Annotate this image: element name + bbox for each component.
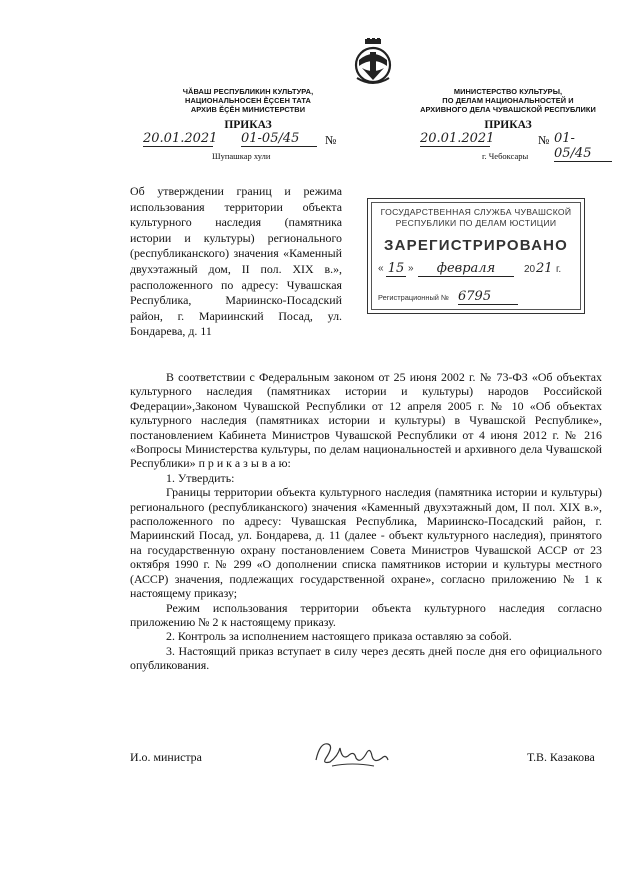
stamp-month: февраля <box>418 261 514 277</box>
right-header-line2: ПО ДЕЛАМ НАЦИОНАЛЬНОСТЕЙ И <box>442 96 574 105</box>
body-paragraph-item3: 3. Настоящий приказ вступает в силу через десять дней после дня его официального опубликования. <box>130 643 602 673</box>
body-paragraph-boundaries: Границы территории объекта культурного наследия (памятника истории и культуры) регионального (республиканского) значения «Каменный двухэтажный дом, II пол. XIX в.», расположенного по адресу: Чувашская Республика, Мариинско-Посадский район, г. Мариинский Посад, ул. Бондарева, д. 11 (далее - объект культурного наследия), принятого на государственную охрану постановлением Совета Министров Чувашской АССР от 23 октября 1990 г. № 299 «О дополнении списка памятников истории и культуры местного (АССР) значения, подлежащих государственной охране», согласно приложению № 1 к настоящему приказу; <box>130 485 602 601</box>
right-header <box>410 87 606 114</box>
left-prikaz-title: ПРИКАЗ <box>224 119 272 131</box>
body-paragraph-item1: 1. Утвердить: <box>166 470 235 485</box>
right-place: г. Чебоксары <box>482 151 529 161</box>
stamp-date-row: « 15 » февраля 20 21 г. <box>378 261 562 276</box>
left-number: 01-05/45 <box>241 131 317 147</box>
stamp-reg-label: Регистрационный № <box>378 293 449 302</box>
right-number: 01-05/45 <box>554 131 612 162</box>
stamp-org-line1: ГОСУДАРСТВЕННАЯ СЛУЖБА ЧУВАШСКОЙ <box>380 207 572 217</box>
stamp-year-unit: г. <box>556 264 562 275</box>
stamp-org-line2: РЕСПУБЛИКИ ПО ДЕЛАМ ЮСТИЦИИ <box>395 218 557 228</box>
stamp-org <box>374 207 578 229</box>
coat-of-arms-icon <box>351 38 395 86</box>
left-header <box>160 87 336 114</box>
stamp-year-suffix: 21 <box>536 261 553 276</box>
order-subject: Об утверждении границ и режима использования территории объекта культурного наследия (памятника истории и культуры) регионального (республиканского) значения «Каменный двухэтажный дом, II пол. XIX в.», расположенного по адресу: Чувашская Республика, Мариинско-Посадский район, г. Мариинский Посад, ул. Бондарева, д. 11 <box>130 184 342 339</box>
right-header-line3: АРХИВНОГО ДЕЛА ЧУВАШСКОЙ РЕСПУБЛИКИ <box>420 105 596 114</box>
stamp-reg-number: 6795 <box>458 289 518 305</box>
left-place: Шупашкар хули <box>212 151 271 161</box>
body-paragraph-item2: 2. Контроль за исполнением настоящего приказа оставляю за собой. <box>166 629 512 644</box>
registration-stamp <box>367 198 585 314</box>
stamp-day: 15 <box>387 261 405 276</box>
order-body <box>130 370 602 673</box>
left-date: 20.01.2021 <box>143 131 218 146</box>
left-number-sign: № <box>325 133 337 147</box>
left-header-line2: НАЦИОНАЛЬНОСЕН ĔÇСЕН ТАТА <box>185 96 311 105</box>
stamp-reg-row <box>378 289 578 305</box>
right-prikaz-title: ПРИКАЗ <box>484 119 532 131</box>
body-paragraph-regime: Режим использования территории объекта культурного наследия согласно приложению № 2 к настоящему приказу. <box>130 600 602 629</box>
body-paragraph-preamble: В соответствии с Федеральным законом от 25 июня 2002 г. № 73-ФЗ «Об объектах культурного наследия (памятниках истории и культуры) народов Российской Федерации»,Законом Чувашской Республики от 12 апреля 2005 г. № 10 «Об объектах культурного наследия (памятниках истории и культуры) в Чувашской Республике», постановлением Кабинета Министров Чувашской Республики от 4 июня 2012 г. № 216 «Вопросы Министерства культуры, по делам национальностей и архивного дела Чувашской Республики» п р и к а з ы в а ю: <box>130 370 602 471</box>
left-header-line1: ЧĂВАШ РЕСПУБЛИКИН КУЛЬТУРА, <box>182 87 314 96</box>
right-date: 20.01.2021 <box>420 131 495 146</box>
right-header-line1: МИНИСТЕРСТВО КУЛЬТУРЫ, <box>453 87 563 96</box>
stamp-registered: ЗАРЕГИСТРИРОВАНО <box>383 237 569 254</box>
left-header-line3: АРХИВ ĔÇĔН МИНИСТЕРСТВИ <box>190 105 306 114</box>
left-date-number-row <box>143 131 353 151</box>
right-number-sign: № <box>538 133 550 147</box>
handwritten-signature-icon <box>312 736 392 770</box>
signatory-name: Т.В. Казакова <box>527 750 595 764</box>
signatory-position: И.о. министра <box>130 750 202 764</box>
stamp-year-prefix: 20 <box>524 264 536 275</box>
